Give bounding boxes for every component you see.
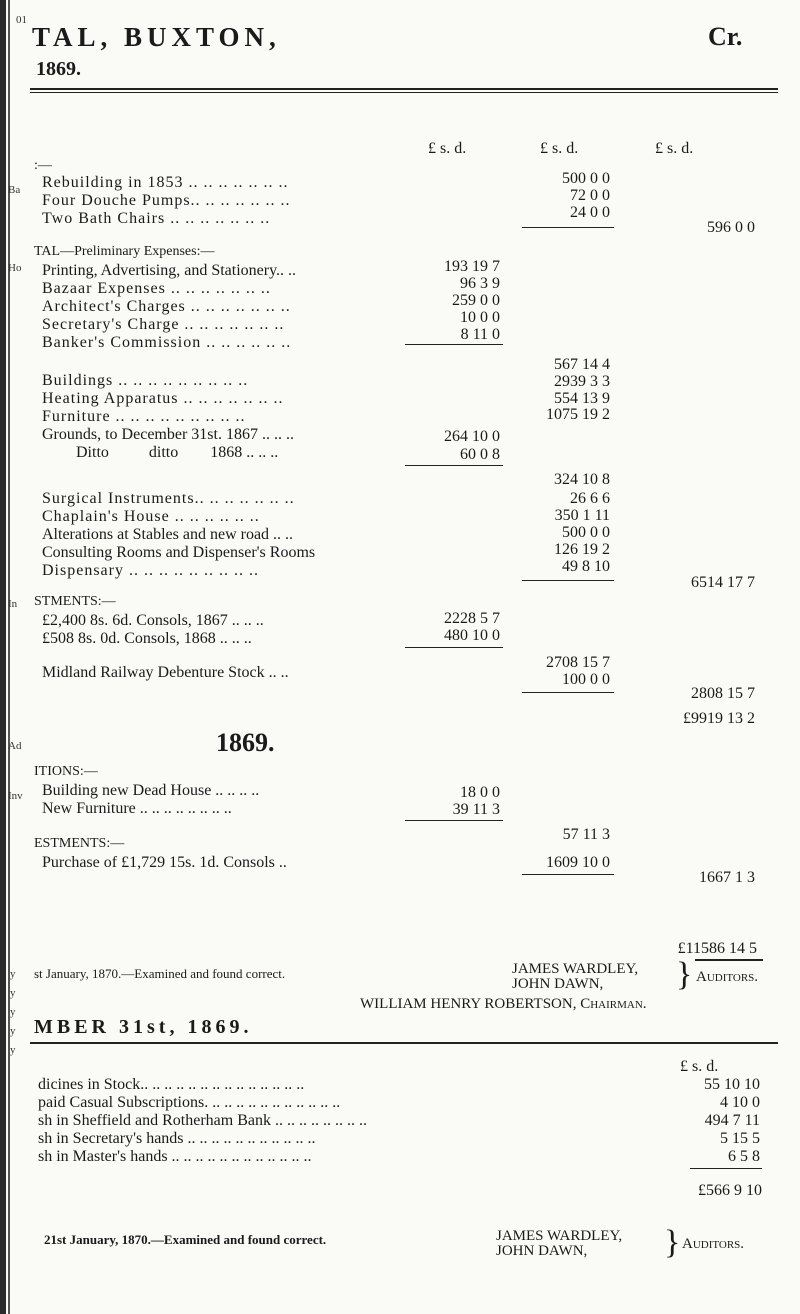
- edge-fragment: y: [10, 987, 16, 999]
- line-label: Printing, Advertising, and Stationery.. ..: [42, 262, 297, 279]
- line-label: Midland Railway Debenture Stock .. ..: [42, 664, 289, 681]
- line-label: Ditto ditto 1868 .. .. ..: [76, 444, 279, 461]
- amount-col1: 264 10 0: [444, 428, 500, 445]
- subtotal-rule: [522, 692, 614, 693]
- balance-item: dicines in Stock.. .. .. .. .. .. .. .. .. .. .. .. .. ..: [38, 1076, 305, 1093]
- line-label: £508 8s. 0d. Consols, 1868 .. .. ..: [42, 630, 252, 647]
- auditors-role: Auditors.: [696, 969, 759, 985]
- line-label: Consulting Rooms and Dispenser's Rooms: [42, 544, 316, 561]
- subtotal-rule: [405, 647, 503, 648]
- amount-col1: 39 11 3: [452, 801, 500, 818]
- auditor-name: JAMES WARDLEY,: [512, 961, 639, 977]
- amount-col2: 554 13 9: [554, 390, 610, 407]
- header-rule: [30, 88, 778, 90]
- line-label: Four Douche Pumps.. .. .. .. .. .. ..: [42, 192, 291, 209]
- rule: [695, 959, 763, 961]
- subtotal-rule: [522, 227, 614, 228]
- amount-col2: 1609 10 0: [546, 854, 610, 871]
- line-label: Secretary's Charge .. .. .. .. .. .. ..: [42, 316, 285, 333]
- auditor-name: JAMES WARDLEY,: [496, 1228, 623, 1244]
- amount-col1: 60 0 8: [460, 446, 500, 463]
- auditor-name: JOHN DAWN,: [512, 976, 604, 992]
- amount-col2: 72 0 0: [570, 187, 610, 204]
- col-head-2: £ s. d.: [540, 140, 579, 157]
- chairman-signature: WILLIAM HENRY ROBERTSON, Chairman.: [360, 996, 647, 1012]
- amount-col2: 24 0 0: [570, 204, 610, 221]
- line-label: Heating Apparatus .. .. .. .. .. .. ..: [42, 390, 284, 407]
- balance-item: sh in Sheffield and Rotherham Bank .. .. .. .. .. .. .. ..: [38, 1112, 367, 1129]
- balance-amount: 4 10 0: [720, 1094, 760, 1111]
- amount-col2: 100 0 0: [562, 671, 610, 688]
- year-heading: 1869.: [216, 728, 275, 757]
- line-label: Purchase of £1,729 15s. 1d. Consols ..: [42, 854, 287, 871]
- balance-item: paid Casual Subscriptions. .. .. .. .. .. .. .. .. .. .. ..: [38, 1094, 341, 1111]
- balance-amount: 55 10 10: [704, 1076, 760, 1093]
- line-label: New Furniture .. .. .. .. .. .. .. ..: [42, 800, 232, 817]
- line-label: Furniture .. .. .. .. .. .. .. .. ..: [42, 408, 246, 425]
- scan-edge: [0, 0, 6, 1314]
- credit-label: Cr.: [708, 22, 743, 51]
- amount-col2: 500 0 0: [562, 170, 610, 187]
- col-head-3: £ s. d.: [655, 140, 694, 157]
- edge-fragment: In: [8, 598, 18, 610]
- edge-fragment: Ho: [8, 262, 22, 274]
- line-label: Rebuilding in 1853 .. .. .. .. .. .. ..: [42, 174, 289, 191]
- section-head: TAL—Preliminary Expenses:—: [34, 244, 215, 259]
- amount-col2: 567 14 4: [554, 356, 610, 373]
- amount-col2: 49 8 10: [562, 558, 610, 575]
- grand-total: £11586 14 5: [677, 940, 757, 957]
- audit-statement: 21st January, 1870.—Examined and found correct.: [44, 1232, 327, 1247]
- subtotal-rule: [522, 874, 614, 875]
- edge-fragment: y: [10, 968, 16, 980]
- balance-total: £566 9 10: [698, 1182, 762, 1199]
- scan-edge-line: [8, 0, 10, 1314]
- line-label: Buildings .. .. .. .. .. .. .. .. ..: [42, 372, 249, 389]
- amount-col3: 6514 17 7: [691, 574, 755, 591]
- balance-amount: 494 7 11: [704, 1112, 760, 1129]
- amount-col1: 8 11 0: [460, 326, 500, 343]
- line-label: Alterations at Stables and new road .. ..: [42, 526, 294, 543]
- balance-item: sh in Master's hands .. .. .. .. .. .. .. .. .. .. .. ..: [38, 1148, 312, 1165]
- balance-item: sh in Secretary's hands .. .. .. .. .. .. .. .. .. .. ..: [38, 1130, 316, 1147]
- line-label: Dispensary .. .. .. .. .. .. .. .. ..: [42, 562, 259, 579]
- edge-fragment: y: [10, 1006, 16, 1018]
- amount-col1: 96 3 9: [460, 275, 500, 292]
- amount-col1: 10 0 0: [460, 309, 500, 326]
- line-label: Bazaar Expenses .. .. .. .. .. .. ..: [42, 280, 271, 297]
- amount-col3: 596 0 0: [707, 219, 755, 236]
- balance-heading: MBER 31st, 1869.: [34, 1016, 253, 1038]
- line-label: Chaplain's House .. .. .. .. .. ..: [42, 508, 260, 525]
- subtotal-rule: [405, 344, 503, 345]
- section-head: :—: [34, 158, 52, 173]
- subtotal-rule: [405, 465, 503, 466]
- amount-col3: 2808 15 7: [691, 685, 755, 702]
- audit-statement: st January, 1870.—Examined and found correct.: [34, 966, 286, 981]
- brace: }: [664, 1224, 681, 1261]
- section-head: STMENTS:—: [34, 594, 116, 609]
- subtotal-rule: [405, 820, 503, 821]
- subtotal-rule: [690, 1168, 762, 1169]
- amount-col1: 480 10 0: [444, 627, 500, 644]
- edge-fragment: y: [10, 1044, 16, 1056]
- line-label: Grounds, to December 31st. 1867 .. .. ..: [42, 426, 294, 443]
- amount-col1: 193 19 7: [444, 258, 500, 275]
- amount-col1: 2228 5 7: [444, 610, 500, 627]
- brace: }: [676, 956, 693, 993]
- edge-fragment: Inv: [8, 790, 23, 802]
- section-head: ITIONS:—: [34, 764, 98, 779]
- amount-col1: 18 0 0: [460, 784, 500, 801]
- header-rule: [30, 92, 778, 93]
- edge-fragment: 01: [16, 14, 27, 26]
- amount-col2: 126 19 2: [554, 541, 610, 558]
- col-head-1: £ s. d.: [428, 140, 467, 157]
- amount-col2: 324 10 8: [554, 471, 610, 488]
- page-title: TAL, BUXTON,: [32, 22, 281, 52]
- line-label: Banker's Commission .. .. .. .. .. ..: [42, 334, 292, 351]
- subtotal-rule: [522, 580, 614, 581]
- balance-rule: [30, 1042, 778, 1044]
- amount-col1: 259 0 0: [452, 292, 500, 309]
- amount-col3: 1667 1 3: [699, 869, 755, 886]
- edge-fragment: Ba: [8, 184, 21, 196]
- amount-col2: 2939 3 3: [554, 373, 610, 390]
- amount-col2: 2708 15 7: [546, 654, 610, 671]
- line-label: Surgical Instruments.. .. .. .. .. .. ..: [42, 490, 295, 507]
- line-label: Building new Dead House .. .. .. ..: [42, 782, 260, 799]
- amount-col2: 1075 19 2: [546, 406, 610, 423]
- auditor-name: JOHN DAWN,: [496, 1243, 588, 1259]
- amount-col2: 26 6 6: [570, 490, 610, 507]
- col-head-balance: £ s. d.: [680, 1058, 719, 1075]
- amount-col2: 500 0 0: [562, 524, 610, 541]
- edge-fragment: y: [10, 1025, 16, 1037]
- amount-col3-total: £9919 13 2: [683, 710, 755, 727]
- auditors-role: Auditors.: [682, 1236, 745, 1252]
- balance-amount: 5 15 5: [720, 1130, 760, 1147]
- amount-col2: 57 11 3: [562, 826, 610, 843]
- line-label: Two Bath Chairs .. .. .. .. .. .. ..: [42, 210, 271, 227]
- edge-fragment: Ad: [8, 740, 22, 752]
- page-year: 1869.: [36, 58, 81, 80]
- line-label: Architect's Charges .. .. .. .. .. .. ..: [42, 298, 291, 315]
- section-head: ESTMENTS:—: [34, 836, 125, 851]
- line-label: £2,400 8s. 6d. Consols, 1867 .. .. ..: [42, 612, 264, 629]
- balance-amount: 6 5 8: [728, 1148, 760, 1165]
- amount-col2: 350 1 11: [554, 507, 610, 524]
